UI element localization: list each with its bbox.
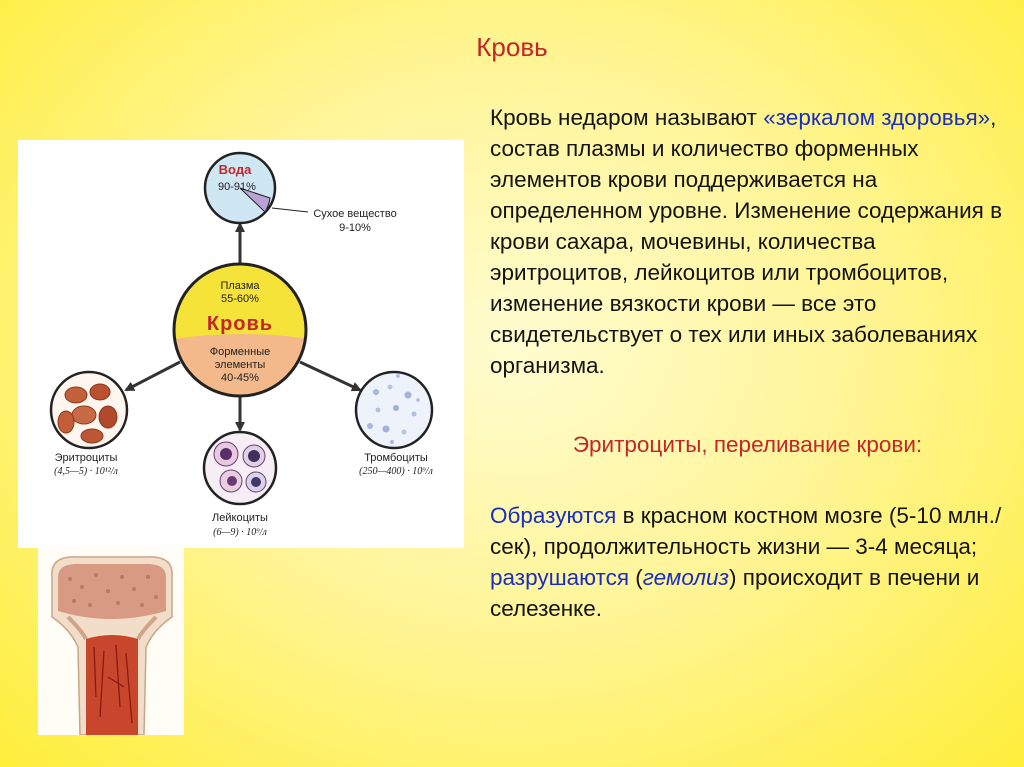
water-label: Вода [218,162,252,177]
paragraph-formation [490,500,1005,562]
paragraph-destruction [490,562,1005,624]
blood-composition-diagram [18,140,464,548]
thrombocytes-circle [356,372,432,448]
blood-circle [168,260,318,410]
formed-percent: 40-45% [221,372,259,384]
thrombocytes-label: Тромбоциты [364,452,428,464]
formation-text: в красном костном мозге (5-10 млн./сек), продолжительность жизни — 3-4 месяца; [490,503,1002,559]
erythrocytes-circle [51,372,127,448]
arrow-to-erythrocytes [126,362,180,390]
body-text [490,102,1005,624]
intro-quote: «зеркалом здоровья» [763,105,991,130]
destruction-keyword: разрушаются [490,565,630,590]
erythrocytes-value: (4,5—5) · 10¹²/л [54,466,118,477]
plasma-label: Плазма [220,280,260,292]
dry-matter-label: Сухое вещество [313,208,397,220]
erythrocytes-label: Эритроциты [54,452,118,464]
leukocytes-value: (6—9) · 10⁹/л [213,527,267,538]
destruction-text: ) происходит в печени и селезенке. [490,565,980,621]
paragraph-intro [490,102,1005,381]
plasma-percent: 55-60% [221,293,259,305]
intro-text-c: , состав плазмы и количество форменных элементов крови поддерживается на определенном уровне. Изменение содержания в крови сахара, мочевины, количества эритроцитов, лейкоцитов или тромбоцитов, изменение вязкости крови — все это свидетельствует о тех или иных заболеваниях организма. [490,105,1003,378]
destruction-paren-open: ( [629,565,643,590]
leukocytes-circle [204,432,276,504]
dry-matter-percent: 9-10% [339,222,371,234]
water-pie [205,153,308,223]
bone-spongy-head [58,564,166,619]
bone-marrow-illustration [38,547,184,735]
thrombocytes-value: (250—400) · 10⁹/л [359,466,433,477]
formed-label-1: Форменные [209,346,271,358]
page-title: Кровь [476,32,548,62]
water-percent: 90-91% [218,181,256,193]
arrow-to-thrombocytes [300,362,360,390]
formed-label-2: элементы [214,359,266,371]
center-blood-label: Кровь [206,313,274,335]
hemolysis-term: гемолиз [642,565,730,590]
intro-text-a: Кровь недаром называют [490,105,764,130]
formation-keyword: Образуются [490,503,617,528]
paragraph-subheading: Эритроциты, переливание крови: [572,432,923,457]
leukocytes-label: Лейкоциты [212,512,268,524]
